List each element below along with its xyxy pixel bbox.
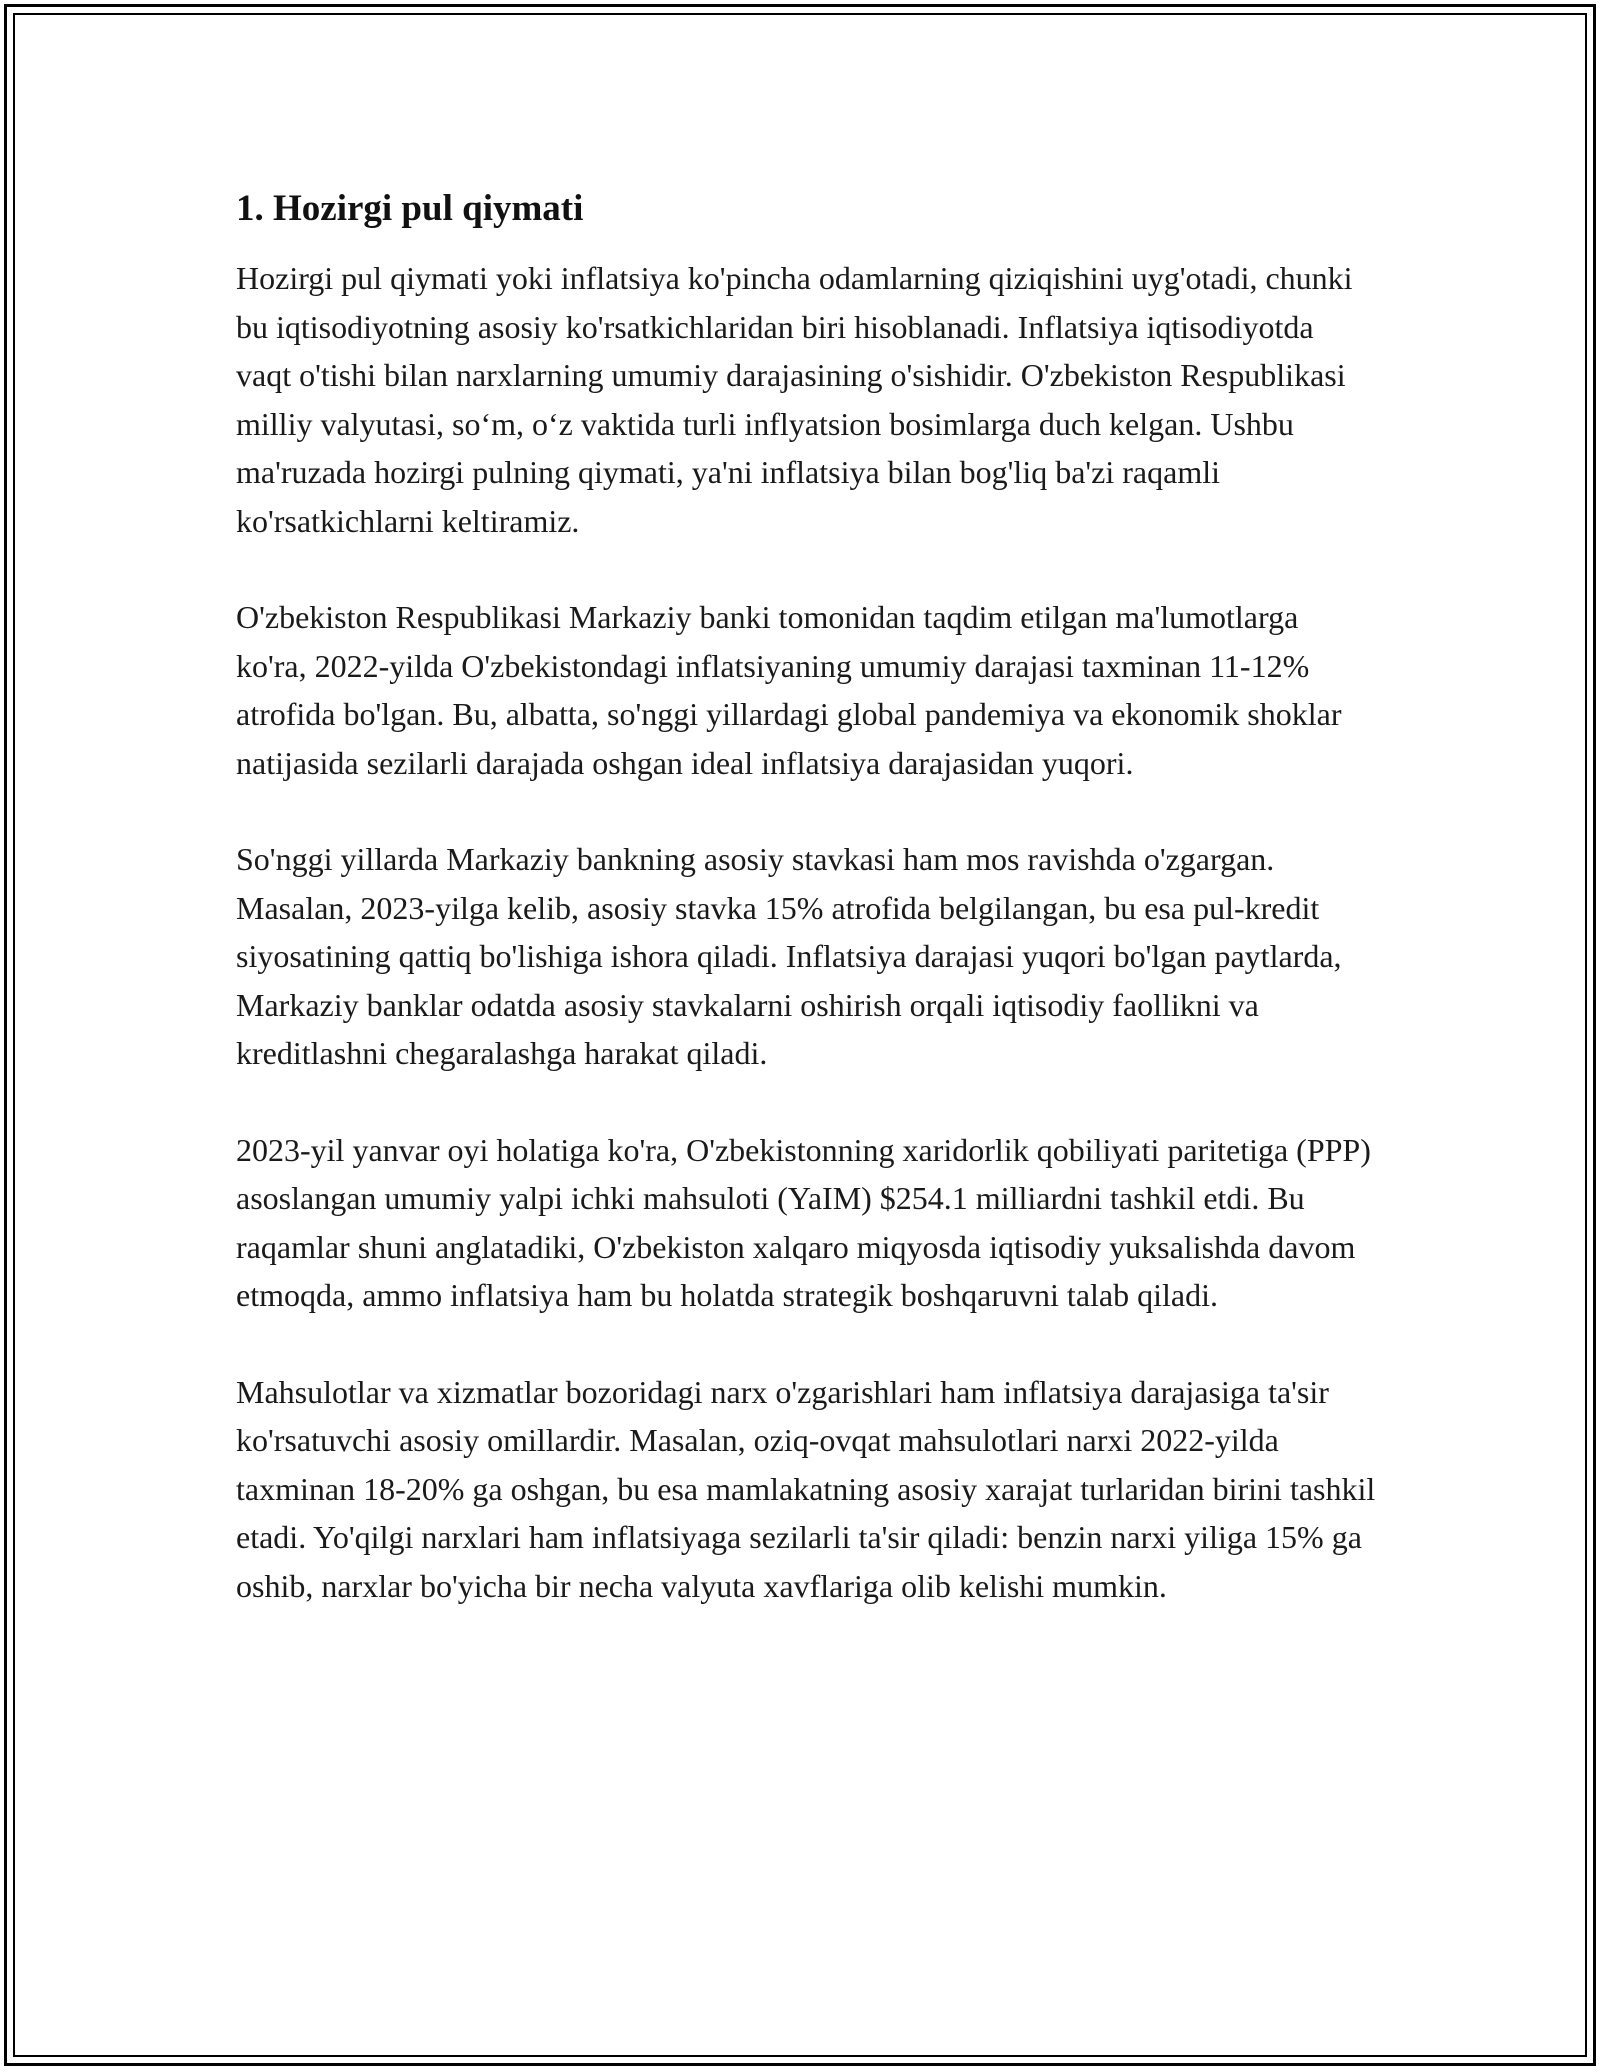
paragraph-key-rate: So'nggi yillarda Markaziy bankning asosiy stavkasi ham mos ravishda o'zgargan. Masalan, 2023-yilga kelib, asosiy stavka 15% atrofida belgilangan, bu esa pul-kredit siyosatining qattiq bo'lishiga ishora qiladi. Inflatsiya darajasi yuqori bo'lgan paytlarda, Markaziy banklar odatda asosiy stavkalarni oshirish orqali iqtisodiy faollikni va kreditlashni chegaralashga harakat qiladi. bbox=[236, 841, 1342, 1071]
paragraph-gdp-ppp: 2023-yil yanvar oyi holatiga ko'ra, O'zbekistonning xaridorlik qobiliyati paritetiga (PPP) asoslangan umumiy yalpi ichki mahsuloti (YaIM) $254.1 milliardni tashkil etdi. Bu raqamlar shuni anglatadiki, O'zbekiston xalqaro miqyosda iqtisodiy yuksalishda davom etmoqda, ammo inflatsiya ham bu holatda strategik boshqaruvni talab qiladi. bbox=[236, 1131, 1371, 1313]
section-heading: 1. Hozirgi pul qiymati bbox=[236, 188, 584, 229]
paragraph-price-changes: Mahsulotlar va xizmatlar bozoridagi narx o'zgarishlari ham inflatsiya darajasiga ta'sir ko'rsatuvchi asosiy omillardir. Masalan, oziq-ovqat mahsulotlari narxi 2022-yilda taxminan 18-20% ga oshgan, bu esa mamlakatning asosiy xarajat turlaridan birini tashkil etadi. Yo'qilgi narxlari ham inflatsiyaga sezilarli ta'sir qiladi: benzin narxi yiliga 15% ga oshib, narxlar bo'yicha bir necha valyuta xavflariga olib kelishi mumkin. bbox=[236, 1373, 1376, 1604]
paragraph-central-bank-data: O'zbekiston Respublikasi Markaziy banki tomonidan taqdim etilgan ma'lumotlarga ko'ra, 2022-yilda O'zbekistondagi inflatsiyaning umumiy darajasi taxminan 11-12% atrofida bo'lgan. Bu, albatta, so'nggi yillardagi global pandemiya va ekonomik shoklar natijasida sezilarli darajada oshgan ideal inflatsiya darajasidan yuqori. bbox=[236, 599, 1342, 781]
document-body bbox=[236, 184, 1376, 1658]
paragraph-inflation-intro: Hozirgi pul qiymati yoki inflatsiya ko'pincha odamlarning qiziqishini uyg'otadi, chunki bu iqtisodiyotning asosiy ko'rsatkichlaridan biri hisoblanadi. Inflatsiya iqtisodiyotda vaqt o'tishi bilan narxlarning umumiy darajasining o'sishidir. O'zbekiston Respublikasi milliy valyutasi, so‘m, o‘z vaktida turli inflyatsion bosimlarga duch kelgan. Ushbu ma'ruzada hozirgi pulning qiymati, ya'ni inflatsiya bilan bog'liq ba'zi raqamli ko'rsatkichlarni keltiramiz. bbox=[236, 260, 1353, 539]
